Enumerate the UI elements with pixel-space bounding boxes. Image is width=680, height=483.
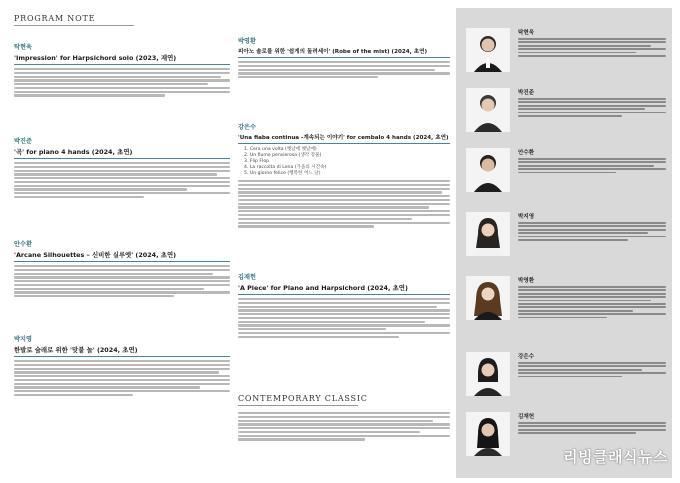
composer-name: 박진준 xyxy=(14,138,32,145)
work-rule xyxy=(238,294,450,295)
profile-name: 안수환 xyxy=(518,150,535,156)
news-watermark: 리빙클래식뉴스 xyxy=(563,448,668,466)
work-title: 'Arcane Silhouettes – 신비한 실루엣' (2024, 초연) xyxy=(14,251,177,259)
program-entry xyxy=(14,136,230,200)
work-rule xyxy=(238,57,450,58)
program-text xyxy=(14,162,230,198)
composer-name: 강은수 xyxy=(238,124,256,131)
work-title: 'A Piece' for Piano and Harpsichord (2024, 초연) xyxy=(238,284,408,292)
profile-name: 김재헌 xyxy=(518,414,535,420)
program-text xyxy=(14,68,230,97)
movement-item: 5. Un giorno felice (행복한 어느 날) xyxy=(244,171,321,176)
title-rule xyxy=(14,25,134,26)
movement-list xyxy=(244,147,450,177)
work-title: 'Una fiaba continua -계속되는 이야기' for cembalo 4 hands (2024, 초연) xyxy=(238,135,449,141)
profile xyxy=(466,148,666,196)
program-entry xyxy=(238,36,450,80)
contemporary-title: CONTEMPORARY CLASSIC xyxy=(238,394,368,403)
program-text xyxy=(238,298,450,338)
program-note-title: PROGRAM NOTE xyxy=(14,14,96,23)
title-rule xyxy=(238,405,358,406)
program-text xyxy=(238,61,450,78)
profile-sidebar xyxy=(456,8,672,478)
profile xyxy=(466,352,666,402)
movement-item: 3. Flip Flop xyxy=(244,159,270,164)
profile xyxy=(466,88,666,136)
profile-name: 박진준 xyxy=(518,90,535,96)
work-rule xyxy=(14,261,230,262)
program-text xyxy=(14,265,230,297)
work-rule xyxy=(14,158,230,159)
composer-name: 안수환 xyxy=(14,241,32,248)
movement-item: 2. Un fiume pensierosa (생각 강물) xyxy=(244,153,322,158)
profile-photo xyxy=(466,212,510,256)
work-rule xyxy=(14,356,230,357)
profile xyxy=(466,28,666,76)
profile xyxy=(466,276,666,346)
profile-name: 강은수 xyxy=(518,354,535,360)
profile-name: 탁현욱 xyxy=(518,30,535,36)
profile-photo xyxy=(466,276,510,320)
program-column-left xyxy=(14,14,230,354)
profile-photo xyxy=(466,352,510,396)
profile-photo xyxy=(466,412,510,456)
work-rule xyxy=(14,64,230,65)
program-text xyxy=(14,360,230,396)
composer-name: 탁현욱 xyxy=(14,44,32,51)
program-entry xyxy=(238,122,450,229)
program-entry xyxy=(14,42,230,98)
work-title: 'Impression' for Harpsichord solo (2023, 재연) xyxy=(14,54,177,62)
movement-item: 4. La raccolta di Lena (가을의 시간속) xyxy=(244,165,327,170)
program-entry xyxy=(238,272,450,340)
movement-item: 1. Cera una volta (옛날에 옛날에) xyxy=(244,147,317,152)
program-entry xyxy=(14,334,230,398)
composer-name: 박지영 xyxy=(14,336,32,343)
profile xyxy=(466,212,666,264)
program-text xyxy=(238,180,450,228)
composer-name: 박영환 xyxy=(238,38,256,45)
profile-photo xyxy=(466,28,510,72)
profile-photo xyxy=(466,88,510,132)
work-title: 피아노 솔로를 위한 '쉼게의 돌려세이' (Robe of the mist) (2024, 초연) xyxy=(238,49,428,55)
work-rule xyxy=(238,143,450,144)
profile-name: 박지영 xyxy=(518,214,535,220)
composer-name: 김재헌 xyxy=(238,274,256,281)
program-entry xyxy=(14,239,230,299)
profile-name: 박영환 xyxy=(518,278,535,284)
profile-photo xyxy=(466,148,510,192)
contemporary-text xyxy=(238,412,450,441)
contemporary-section xyxy=(238,394,450,442)
work-title: '곡' for piano 4 hands (2024, 초연) xyxy=(14,148,133,156)
work-title: 한발로 술래로 위한 '맞붙 놀' (2024, 초연) xyxy=(14,346,138,354)
